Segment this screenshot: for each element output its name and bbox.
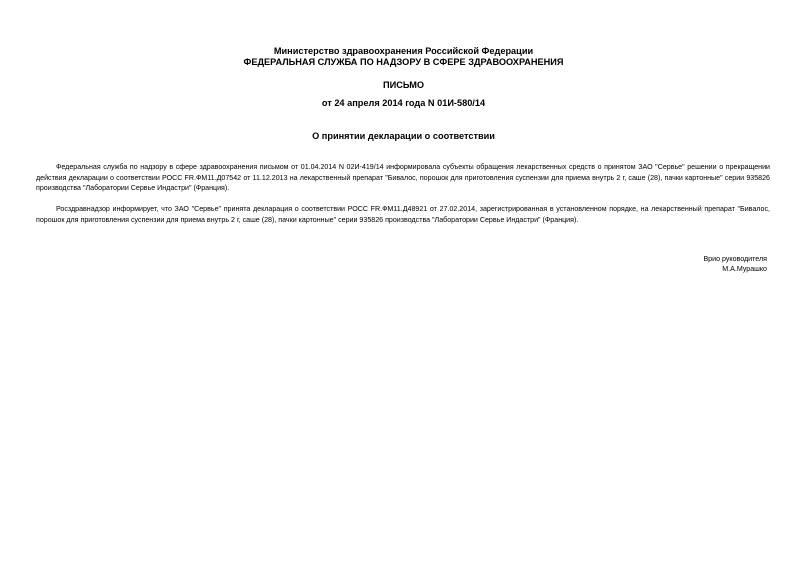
signature-position: Врио руководителя: [703, 255, 767, 263]
signature-name: М.А.Мурашко: [722, 265, 767, 273]
body-paragraph-1: Федеральная служба по надзору в сфере здравоохранения письмом от 01.04.2014 N 02И-419/14 информировала субъекты обращения лекарственных средств о принятом ЗАО "Сервье" решении о прекращении действия декларации о соответствии РОСС FR.ФМ11.Д07542 от 11.12.2013 на лекарственный препарат "Бивалос, порошок для приготовления суспензии для приема внутрь 2 г, саше (28), пачки картонные" серии 935826 производства "Лаборатории Сервье Индастри" (Франция).: [36, 163, 770, 192]
service-name: ФЕДЕРАЛЬНАЯ СЛУЖБА ПО НАДЗОРУ В СФЕРЕ ЗДРАВООХРАНЕНИЯ: [243, 57, 564, 67]
document-subject: О принятии декларации о соответствии: [312, 131, 495, 141]
document-date-number: от 24 апреля 2014 года N 01И-580/14: [321, 98, 486, 108]
body-paragraph-2: Росздравнадзор информирует, что ЗАО "Сервье" принята декларация о соответствии РОСС FR.ФМ11.Д48921 от 27.02.2014, зарегистрированная в установленном порядке, на лекарственный препарат "Бивалос, порошок для приготовления суспензии для приема внутрь 2 г, саше (28), пачки картонные" серии 935826 производства "Лаборатории Сервье Индастри" (Франция).: [36, 205, 770, 224]
document-type: ПИСЬМО: [382, 80, 425, 90]
ministry-name: Министерство здравоохранения Российской Федерации: [273, 46, 534, 56]
